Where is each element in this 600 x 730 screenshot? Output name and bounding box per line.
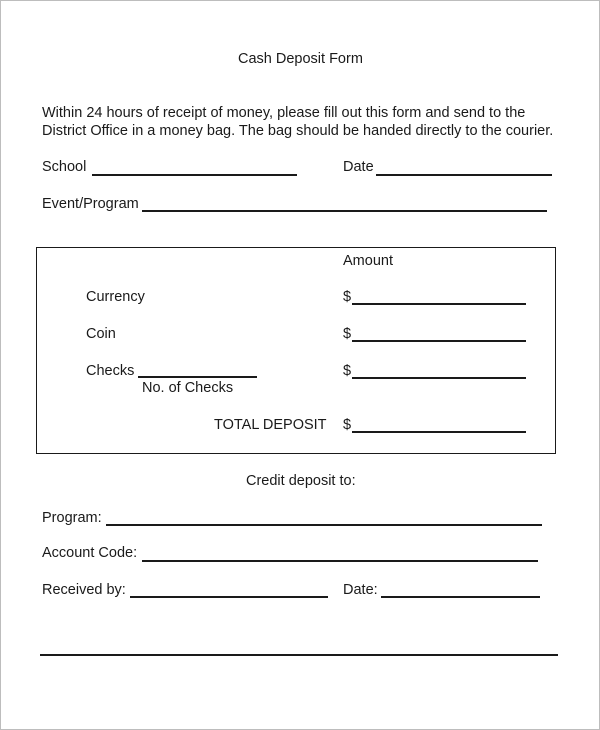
no-of-checks-label: No. of Checks (142, 380, 234, 396)
currency-label: Currency (86, 289, 145, 305)
school-label: School (42, 159, 87, 175)
checks-label: Checks (86, 363, 135, 379)
signature-line[interactable] (40, 654, 558, 656)
coin-label: Coin (86, 326, 116, 342)
no-of-checks-field[interactable] (138, 376, 257, 378)
account-code-field[interactable] (142, 560, 538, 562)
form-title: Cash Deposit Form (238, 51, 363, 67)
date-label: Date (343, 159, 374, 175)
received-by-field[interactable] (130, 596, 328, 598)
event-program-label: Event/Program (42, 196, 139, 212)
program-label: Program: (42, 510, 102, 526)
coin-dollar-sign: $ (343, 326, 352, 342)
total-deposit-field[interactable] (352, 431, 526, 433)
checks-amount-field[interactable] (352, 377, 526, 379)
credit-deposit-heading: Credit deposit to: (246, 473, 356, 489)
received-date-label: Date: (343, 582, 378, 598)
instructions-line-1: Within 24 hours of receipt of money, please fill out this form and send to the (42, 105, 526, 121)
deposit-amounts-box (36, 247, 556, 454)
event-program-field[interactable] (142, 210, 547, 212)
instructions-line-2: District Office in a money bag. The bag should be handed directly to the courier. (42, 123, 554, 139)
coin-amount-field[interactable] (352, 340, 526, 342)
checks-dollar-sign: $ (343, 363, 352, 379)
received-date-field[interactable] (381, 596, 540, 598)
amount-header: Amount (343, 253, 393, 269)
total-deposit-dollar-sign: $ (343, 417, 352, 433)
received-by-label: Received by: (42, 582, 126, 598)
account-code-label: Account Code: (42, 545, 138, 561)
total-deposit-label: TOTAL DEPOSIT (214, 417, 327, 433)
date-field[interactable] (376, 174, 552, 176)
currency-dollar-sign: $ (343, 289, 352, 305)
currency-amount-field[interactable] (352, 303, 526, 305)
school-field[interactable] (92, 174, 297, 176)
program-field[interactable] (106, 524, 542, 526)
